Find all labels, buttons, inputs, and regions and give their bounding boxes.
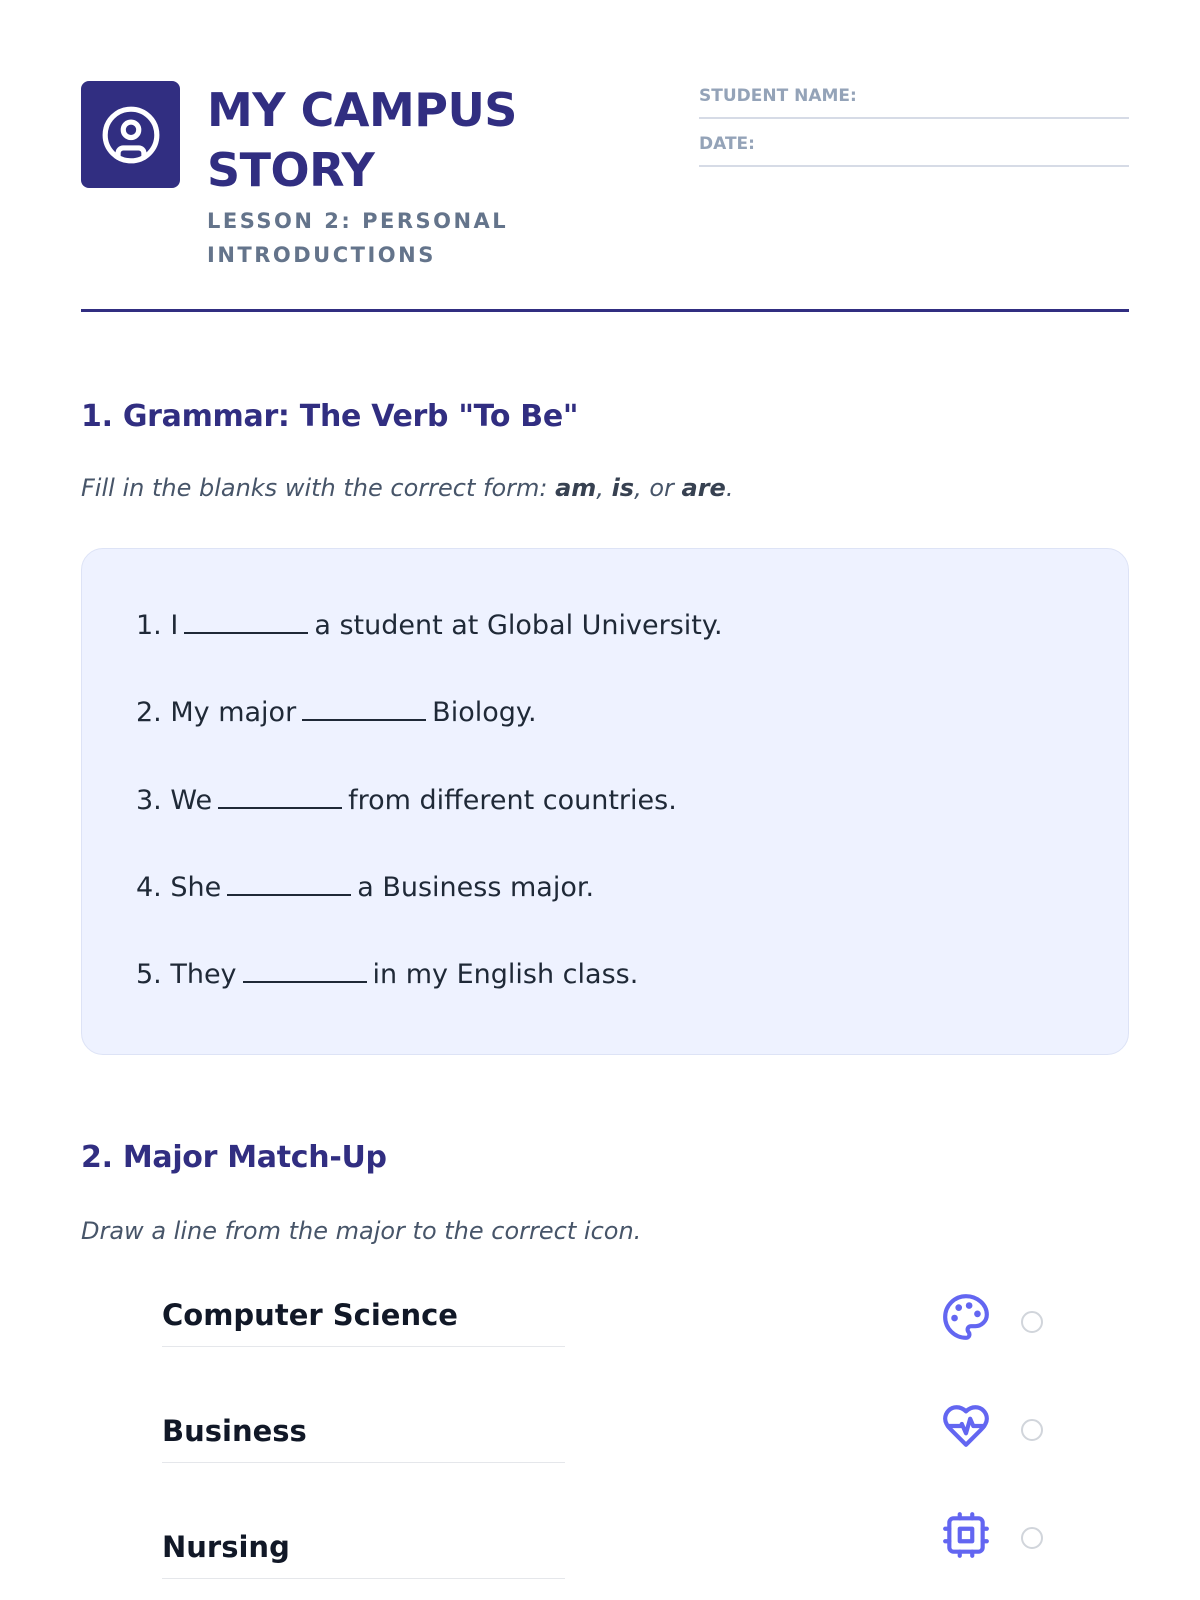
exercise-item — [136, 872, 594, 903]
date-label: DATE: — [699, 134, 755, 154]
student-name-field[interactable] — [699, 83, 1129, 119]
exercise-item-after: Biology. — [432, 697, 537, 728]
exercise-item-before: 2. My major — [136, 697, 297, 728]
exercise-item-before: 4. She — [136, 872, 222, 903]
cpu-chip-icon — [940, 1509, 992, 1561]
user-circle-icon — [100, 104, 162, 166]
logo-badge — [81, 81, 180, 188]
option-am: am — [555, 474, 597, 502]
answer-blank[interactable] — [227, 872, 351, 896]
instructions-sep-1: , — [596, 474, 612, 502]
instructions-text: Fill in the blanks with the correct form: — [81, 474, 556, 502]
exercise-item — [136, 610, 723, 641]
lesson-subtitle: LESSON 2: PERSONAL INTRODUCTIONS — [207, 209, 509, 267]
exercise-item — [136, 959, 638, 990]
date-field[interactable] — [699, 131, 1129, 167]
instructions-sep-2: , or — [634, 474, 682, 502]
heart-pulse-icon — [940, 1400, 992, 1452]
header-divider — [81, 309, 1129, 312]
match-point-2[interactable] — [1021, 1419, 1043, 1441]
exercise-item-before: 5. They — [136, 959, 237, 990]
palette-icon — [940, 1291, 992, 1343]
answer-blank[interactable] — [243, 959, 367, 983]
exercise-item-before: 1. I — [136, 610, 179, 641]
exercise-item-before: 3. We — [136, 785, 213, 816]
page-title: MY CAMPUS STORY — [207, 83, 517, 197]
major-label-computer-science: Computer Science — [162, 1284, 565, 1347]
answer-blank[interactable] — [302, 697, 426, 721]
section-2-title: 2. Major Match-Up — [81, 1140, 387, 1175]
exercise-item — [136, 785, 677, 816]
exercise-item-after: a student at Global University. — [314, 610, 723, 641]
major-label-nursing: Nursing — [162, 1516, 565, 1579]
answer-blank[interactable] — [184, 610, 308, 634]
answer-blank[interactable] — [218, 785, 342, 809]
exercise-item-after: in my English class. — [372, 959, 639, 990]
section-2-instructions: Draw a line from the major to the correct icon. — [81, 1217, 642, 1245]
major-label-business: Business — [162, 1400, 565, 1463]
section-1-instructions — [81, 474, 733, 502]
exercise-item-after: from different countries. — [348, 785, 677, 816]
match-point-3[interactable] — [1021, 1527, 1043, 1549]
instructions-suffix: . — [725, 474, 734, 502]
exercise-item — [136, 697, 537, 728]
option-are: are — [681, 474, 726, 502]
match-point-1[interactable] — [1021, 1311, 1043, 1333]
option-is: is — [611, 474, 635, 502]
student-name-label: STUDENT NAME: — [699, 86, 857, 106]
exercise-item-after: a Business major. — [357, 872, 595, 903]
section-1-title: 1. Grammar: The Verb "To Be" — [81, 399, 579, 434]
